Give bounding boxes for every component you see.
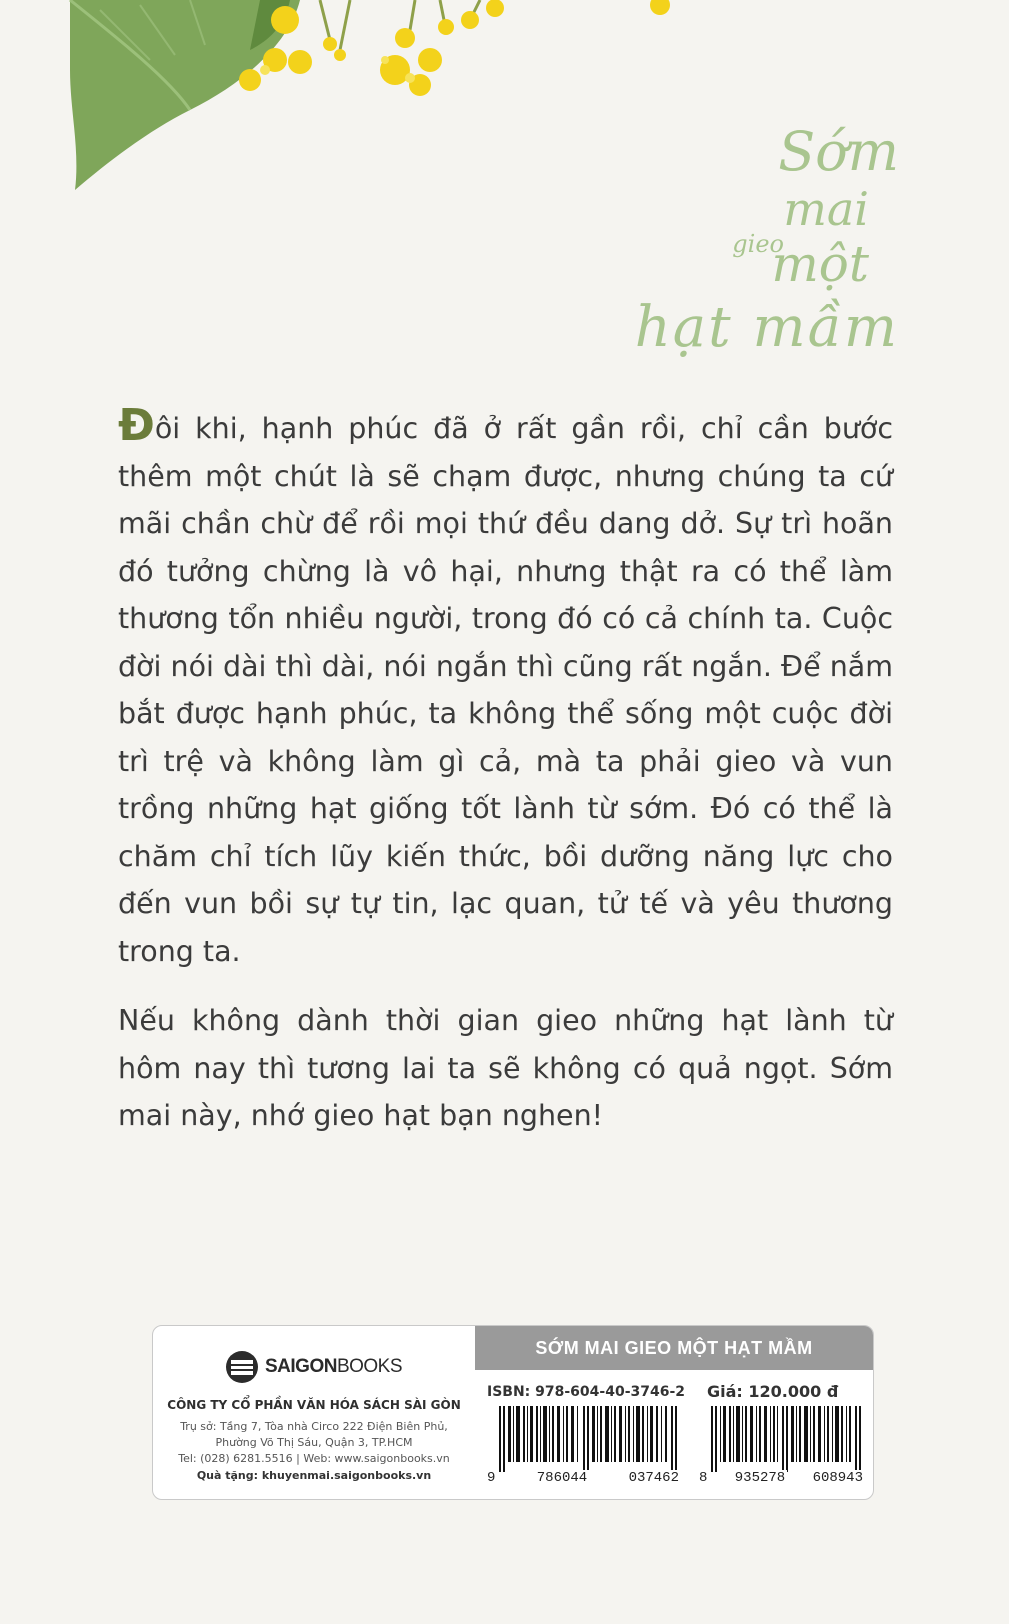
isbn-barcode bbox=[485, 1406, 681, 1486]
blurb bbox=[118, 400, 893, 1140]
price-barcode bbox=[697, 1406, 865, 1486]
publisher-logo-text: SAIGONBOOKS bbox=[265, 1356, 403, 1377]
script-word: gieo bbox=[732, 230, 784, 258]
publisher-address: Trụ sở: Tầng 7, Tòa nhà Circo 222 Điện Biên Phủ, Phường Võ Thị Sáu, Quận 3, TP.HCM Tel: (028) 6281.5516 | Web: www.saigonbooks.vn bbox=[178, 1420, 450, 1465]
publisher-logo bbox=[225, 1350, 402, 1384]
isbn-barcode-digits: 9 786044 037462 bbox=[487, 1470, 679, 1486]
saigonbooks-logo-icon bbox=[225, 1350, 259, 1384]
book-title-band: SỚM MAI GIEO MỘT HẠT MẦM bbox=[475, 1326, 873, 1370]
script-word: mai bbox=[783, 182, 869, 236]
script-title bbox=[599, 120, 899, 380]
isbn-label: ISBN: 978-604-40-3746-2 bbox=[487, 1384, 686, 1400]
script-word: Sớm bbox=[778, 120, 899, 183]
company-name: CÔNG TY CỔ PHẦN VĂN HÓA SÁCH SÀI GÒN bbox=[167, 1398, 461, 1412]
script-word: hạt mầm bbox=[634, 295, 899, 360]
barcode-block bbox=[475, 1326, 873, 1499]
price-barcode-digits: 8 935278 608943 bbox=[699, 1470, 863, 1486]
blurb-paragraph-2: Nếu không dành thời gian gieo những hạt lành từ hôm nay thì tương lai ta sẽ không có quả ngọt. Sớm mai này, nhớ gieo hạt bạn nghen! bbox=[118, 1004, 893, 1132]
publisher-block bbox=[153, 1326, 475, 1499]
blurb-paragraph-1: Đôi khi, hạnh phúc đã ở rất gần rồi, chỉ cần bước thêm một chút là sẽ chạm được, nhưng chúng ta cứ mãi chần chừ để rồi mọi thứ đều dang dở. Sự trì hoãn đó tưởng chừng là vô hại, nhưng thật ra có thể làm thương tổn nhiều người, trong đó có cả chính ta. Cuộc đời nói dài thì dài, nói ngắn thì cũng rất ngắn. Để nắm bắt được hạnh phúc, ta không thể sống một cuộc đời trì trệ và không làm gì cả, mà ta phải gieo và vun trồng những hạt giống tốt lành từ sớm. Đó có thể là chăm chỉ tích lũy kiến thức, bồi dưỡng năng lực cho đến vun bồi sự tự tin, lạc quan, tử tế và yêu thương trong ta. bbox=[118, 400, 893, 968]
script-word: một bbox=[771, 235, 869, 293]
price-label: Giá: 120.000 đ bbox=[707, 1382, 839, 1401]
drop-cap: Đ bbox=[118, 400, 155, 451]
publisher-info-box bbox=[152, 1325, 874, 1500]
gift-link: Quà tặng: khuyenmai.saigonbooks.vn bbox=[196, 1469, 432, 1482]
